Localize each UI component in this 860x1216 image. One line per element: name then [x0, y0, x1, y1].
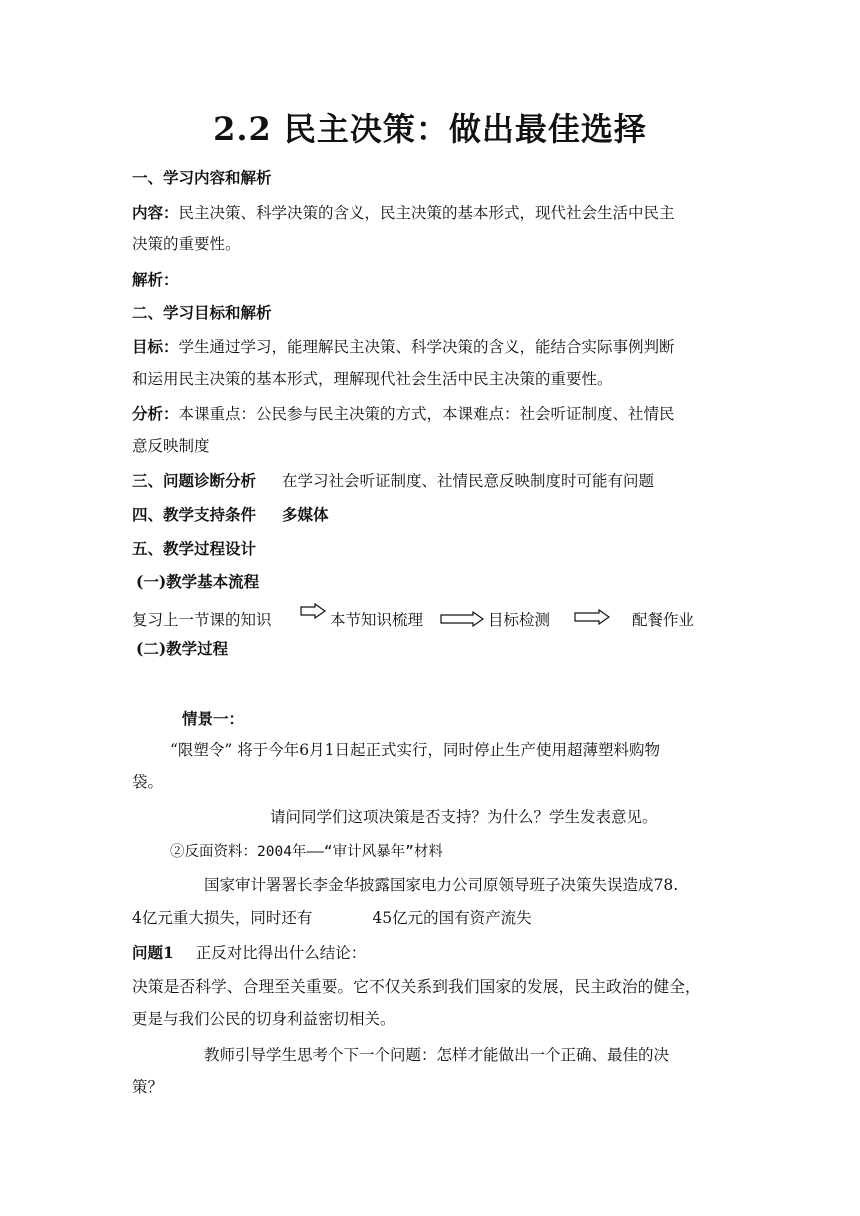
section-4-text: 多媒体	[282, 505, 329, 524]
goal-label: 目标：	[132, 337, 179, 356]
scene-label: 情景一：	[182, 709, 245, 728]
content-label: 内容：	[132, 203, 179, 222]
analysis-text-line2: 意反映制度	[132, 437, 210, 455]
scene-text-line1: “限塑令” 将于今年6月1日起正式实行，同时停止生产使用超薄塑料购物	[170, 741, 661, 759]
arrow-right-icon	[300, 603, 326, 619]
flow-step-2: 本节知识梳理	[330, 611, 424, 629]
content-text-line2: 决策的重要性。	[132, 235, 241, 253]
content-text-line1: 民主决策、科学决策的含义，民主决策的基本形式，现代社会生活中民主	[178, 204, 675, 222]
negative-material-line2b: 45亿元的国有资产流失	[372, 909, 532, 927]
analysis-paragraph	[132, 406, 675, 423]
content-paragraph	[132, 205, 675, 222]
negative-material-line2a: 4亿元重大损失，同时还有	[132, 909, 313, 927]
question-1-text: 正反对比得出什么结论：	[195, 944, 367, 962]
analysis-label-1: 解析：	[132, 270, 179, 289]
answer-line2: 更是与我们公民的切身利益密切相关。	[132, 1010, 396, 1028]
section-1-heading: 一、学习内容和解析	[132, 168, 272, 187]
section-2-heading: 二、学习目标和解析	[132, 303, 272, 322]
section-3-text: 在学习社会听证制度、社情民意反映制度时可能有问题	[282, 472, 655, 490]
negative-material-title: ②反面资料：2004年——“审计风暴年”材料	[170, 844, 443, 860]
page-title: 2.2 民主决策：做出最佳选择	[213, 110, 647, 148]
scene-text-line2: 袋。	[132, 773, 164, 791]
question-1	[132, 945, 366, 962]
teacher-guide-line1: 教师引导学生思考个下一个问题：怎样才能做出一个正确、最佳的决	[204, 1046, 670, 1064]
subsection-basic-flow: (一)教学基本流程	[136, 572, 260, 591]
analysis-text-line1: 本课重点：公民参与民主决策的方式，本课难点：社会听证制度、社情民	[178, 405, 675, 423]
section-4	[132, 507, 329, 524]
scene-question: 请问同学们这项决策是否支持？为什么？学生发表意见。	[270, 808, 658, 826]
section-5-heading: 五、教学过程设计	[132, 539, 257, 558]
flow-step-3: 目标检测	[488, 611, 551, 629]
negative-material-line1: 国家审计署署长李金华披露国家电力公司原领导班子决策失误造成78.	[204, 876, 679, 894]
goal-text-line1: 学生通过学习，能理解民主决策、科学决策的含义，能结合实际事例判断	[178, 338, 675, 356]
question-1-label: 问题1	[132, 943, 174, 962]
teaching-flow	[132, 606, 732, 628]
subsection-teaching-process: (二)教学过程	[136, 639, 229, 658]
flow-step-4: 配餐作业	[632, 611, 695, 629]
answer-line1: 决策是否科学、合理至关重要。它不仅关系到我们国家的发展，民主政治的健全，	[132, 977, 701, 996]
arrow-right-icon	[440, 611, 484, 627]
flow-step-1: 复习上一节课的知识	[132, 611, 272, 629]
section-3-heading: 三、问题诊断分析	[132, 471, 257, 490]
goal-text-line2: 和运用民主决策的基本形式，理解现代社会生活中民主决策的重要性。	[132, 370, 613, 388]
section-4-heading: 四、教学支持条件	[132, 505, 257, 524]
section-3	[132, 473, 654, 490]
negative-material-line2	[132, 911, 532, 927]
teacher-guide-line2: 策？	[132, 1078, 164, 1096]
analysis-label-2: 分析：	[132, 404, 179, 423]
goal-paragraph	[132, 339, 675, 356]
arrow-right-icon	[574, 609, 610, 625]
